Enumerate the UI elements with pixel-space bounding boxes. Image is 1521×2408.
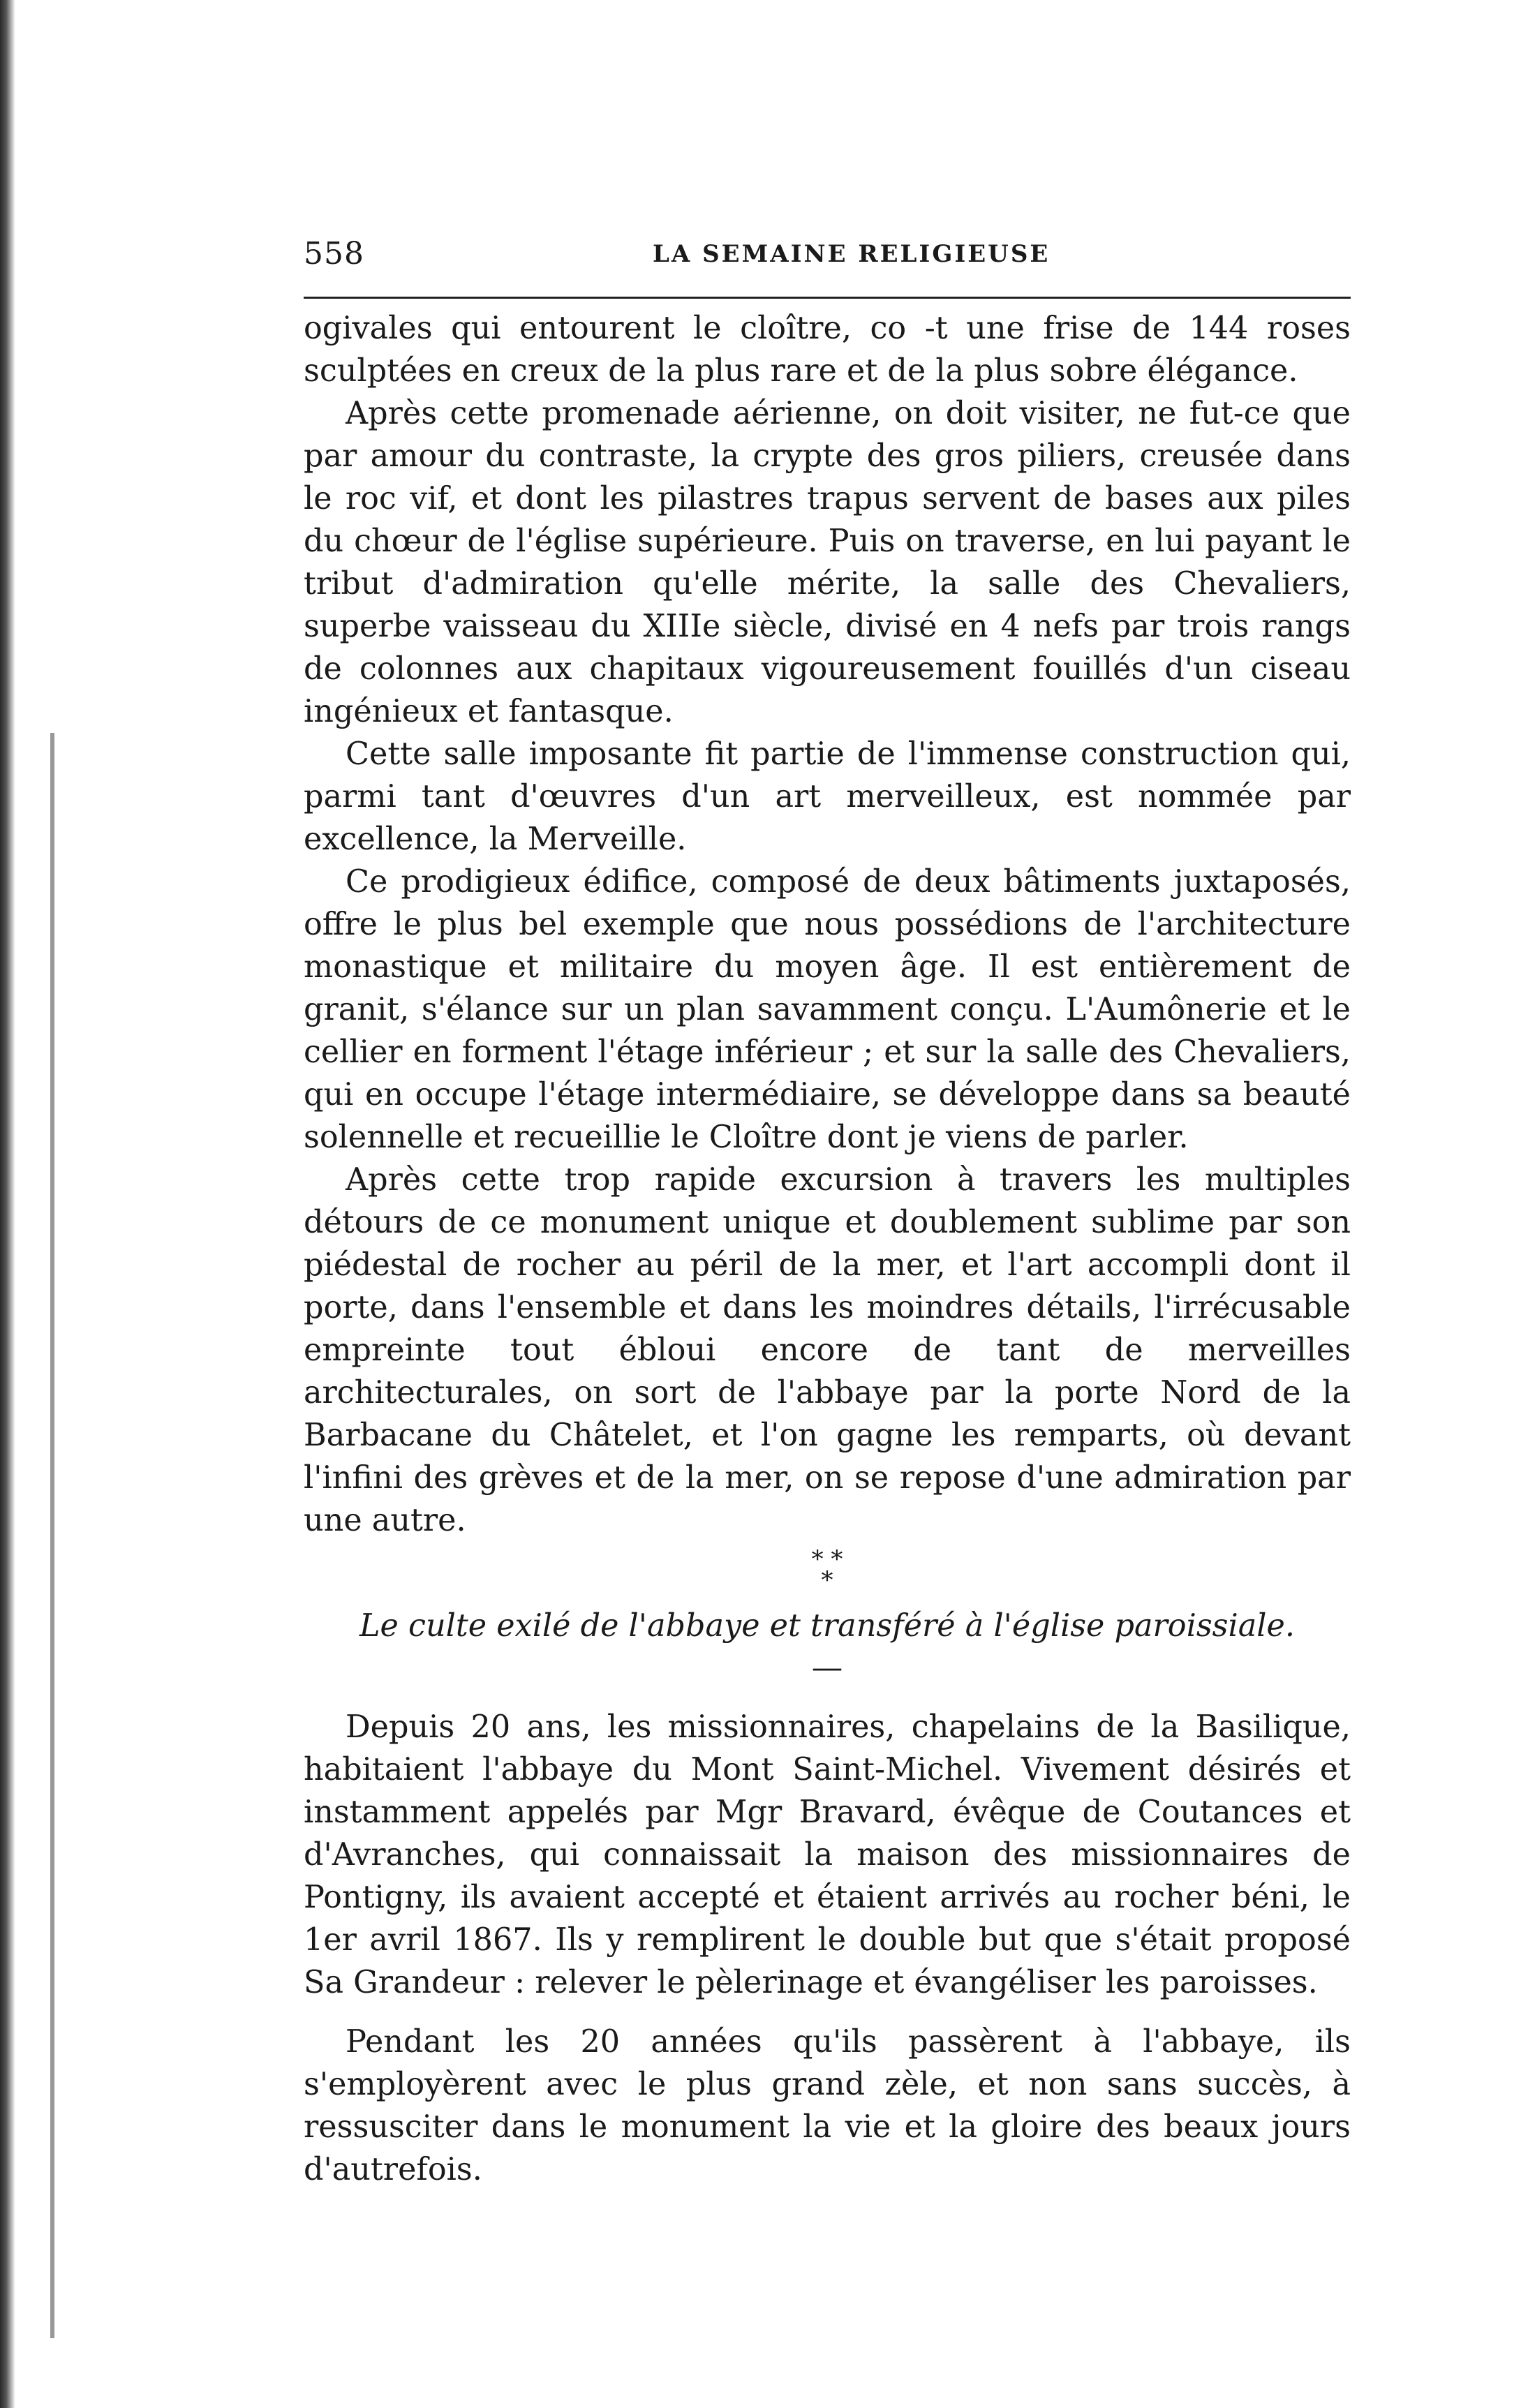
section-title: Le culte exilé de l'abbaye et transféré à l'église paroissiale. [359,1608,1295,1644]
paragraph-edifice: Ce prodigieux édifice, composé de deux bâtiments juxtaposés, offre le plus bel exemple que nous possédions de l'architecture monastique et militaire du moyen âge. Il est entièrement de granit, s'élance sur un plan savamment conçu. L'Aumônerie et le cellier en forment l'étage inférieur ; et sur la salle des Chevaliers, qui en occupe l'étage intermédiaire, se développe dans sa beauté solennelle et recueillie le Cloître dont je viens de parler. [304,864,1351,1155]
page-number: 558 [304,236,364,272]
stars-top: * * [811,1545,843,1573]
paragraph-merveille: Cette salle imposante fit partie de l'immense construction qui, parmi tant d'œuvres d'un art merveilleux, est nommée par excellence, la Merveille. [304,736,1351,857]
header-rule [304,297,1351,299]
body-text [304,307,1351,2191]
running-title: LA SEMAINE RELIGIEUSE [653,240,1051,268]
section-dash: — [811,1650,843,1686]
paragraph-missionnaires: Depuis 20 ans, les missionnaires, chapelains de la Basilique, habitaient l'abbaye du Mont Saint-Michel. Vivement désirés et instamment appelés par Mgr Bravard, évêque de Coutances et d'Avranches, qui connaissait la maison des missionnaires de Pontigny, ils avaient accepté et étaient arrivés au rocher béni, le 1er avril 1867. Ils y remplirent le double but que s'était proposé Sa Grandeur : relever le pèlerinage et évangéliser les paroisses. [304,1709,1351,2000]
scan-binding-edge [0,0,15,2408]
paragraph-crypt: Après cette promenade aérienne, on doit visiter, ne fut-ce que par amour du contraste, la crypte des gros piliers, creusée dans le roc vif, et dont les pilastres trapus servent de bases aux piles du chœur de l'église supérieure. Puis on traverse, en lui payant le tribut d'admiration qu'elle mérite, la salle des Chevaliers, superbe vaisseau du XIIIe siècle, divisé en 4 nefs par trois rangs de colonnes aux chapitaux vigoureusement fouillés d'un ciseau ingénieux et fantasque. [304,396,1351,729]
section-ornament [304,1545,1351,1594]
paragraph-vingt-annees: Pendant les 20 années qu'ils passèrent à l'abbaye, ils s'employèrent avec le plus grand zèle, et non sans succès, à ressusciter dans le monument la vie et la gloire des beaux jours d'autrefois. [304,2024,1351,2187]
scan-margin-line [50,733,54,2338]
page-header [304,236,1351,278]
paragraph-excursion: Après cette trop rapide excursion à travers les multiples détours de ce monument unique et doublement sublime par son piédestal de rocher au péril de la mer, et l'art accompli dont il porte, dans l'ensemble et dans les moindres détails, l'irrécusable empreinte tout ébloui encore de tant de merveilles architecturales, on sort de l'abbaye par la porte Nord de la Barbacane du Châtelet, et l'on gagne les remparts, où devant l'infini des grèves et de la mer, on se repose d'une admiration par une autre. [304,1162,1351,1538]
stars-bottom: * [821,1566,833,1594]
paragraph-continued: ogivales qui entourent le cloître, co -t une frise de 144 roses sculptées en creux de la plus rare et de la plus sobre élégance. [304,311,1351,389]
